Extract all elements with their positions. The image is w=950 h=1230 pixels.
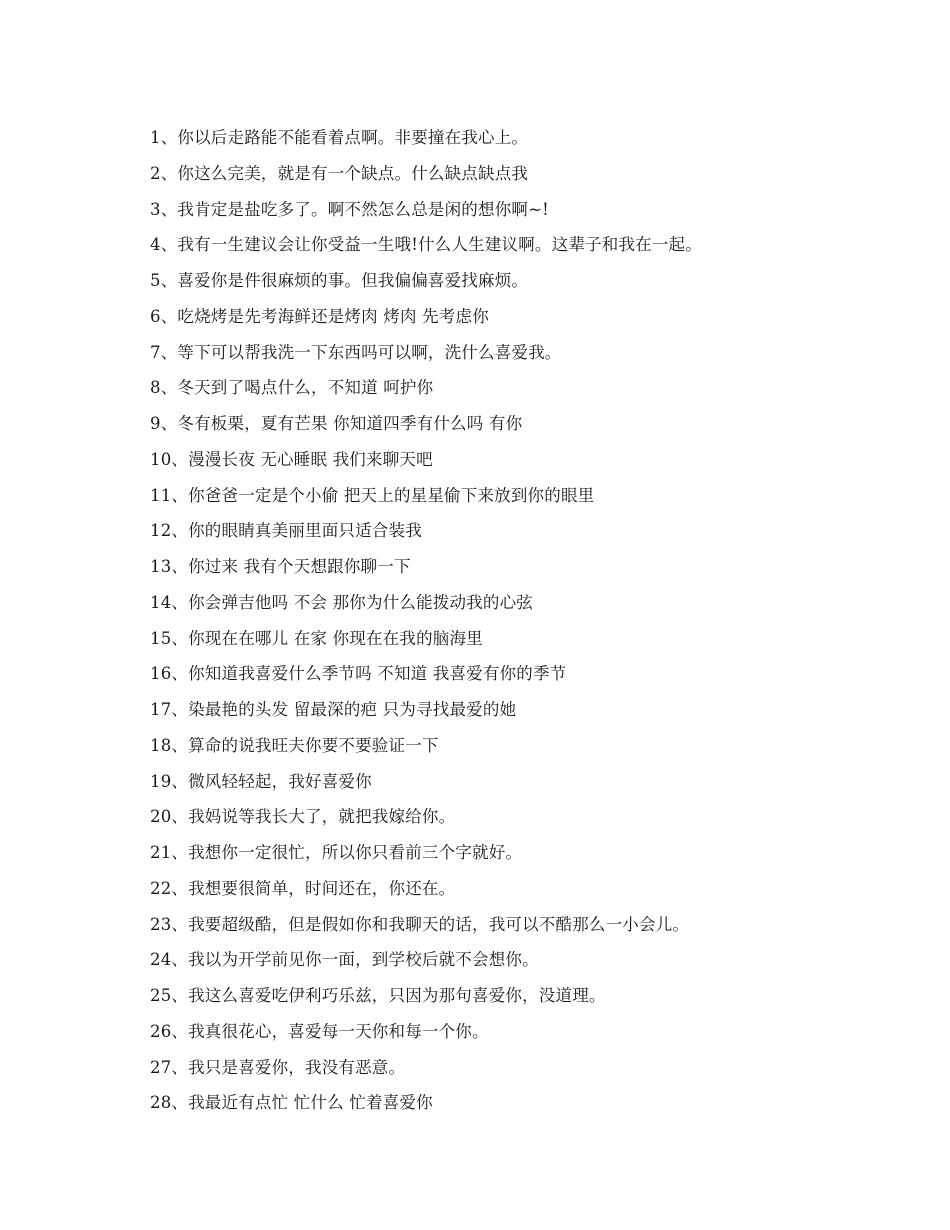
text-line: 20、我妈说等我长大了，就把我嫁给你。 [150,807,456,827]
text-line: 27、我只是喜爱你，我没有恶意。 [150,1057,406,1077]
text-line: 25、我这么喜爱吃伊利巧乐兹，只因为那句喜爱你，没道理。 [150,986,606,1005]
text-line: 9、冬有板栗，夏有芒果 你知道四季有什么吗 有你 [150,414,523,433]
text-line: 12、你的眼睛真美丽里面只适合装我 [150,521,422,541]
text-line: 6、吃烧烤是先考海鲜还是烤肉 烤肉 先考虑你 [150,306,489,326]
text-line: 23、我要超级酷，但是假如你和我聊天的话，我可以不酷那么一小会儿。 [150,914,690,934]
text-line: 15、你现在在哪儿 在家 你现在在我的脑海里 [150,628,483,648]
text-line: 2、你这么完美，就是有一个缺点。什么缺点缺点我 [150,163,529,183]
text-line: 5、喜爱你是件很麻烦的事。但我偏偏喜爱找麻烦。 [150,271,529,290]
text-line: 10、漫漫长夜 无心睡眠 我们来聊天吧 [150,449,433,469]
text-line: 18、算命的说我旺夫你要不要验证一下 [150,735,439,755]
text-line: 28、我最近有点忙 忙什么 忙着喜爱你 [150,1093,433,1113]
text-line: 26、我真很花心，喜爱每一天你和每一个你。 [150,1021,489,1041]
text-line: 1、你以后走路能不能看着点啊。非要撞在我心上。 [150,128,529,147]
text-line: 3、我肯定是盐吃多了。啊不然怎么总是闲的想你啊~! [150,199,549,219]
text-line: 24、我以为开学前见你一面，到学校后就不会想你。 [150,950,539,970]
text-line: 16、你知道我喜爱什么季节吗 不知道 我喜爱有你的季节 [150,664,567,684]
text-line: 4、我有一生建议会让你受益一生哦!什么人生建议啊。这辈子和我在一起。 [150,235,702,255]
text-lines [150,123,910,1124]
text-line: 13、你过来 我有个天想跟你聊一下 [150,557,411,576]
text-line: 7、等下可以帮我洗一下东西吗可以啊，洗什么喜爱我。 [150,342,562,362]
text-line: 11、你爸爸一定是个小偷 把天上的星星偷下来放到你的眼里 [150,485,595,505]
text-line: 14、你会弹吉他吗 不会 那你为什么能拨动我的心弦 [150,592,533,612]
text-line: 8、冬天到了喝点什么，不知道 呵护你 [150,378,434,398]
text-line: 17、染最艳的头发 留最深的疤 只为寻找最爱的她 [150,700,517,719]
text-line: 22、我想要很简单，时间还在，你还在。 [150,878,456,898]
text-line: 21、我想你一定很忙，所以你只看前三个字就好。 [150,843,523,862]
text-line: 19、微风轻轻起，我好喜爱你 [150,771,372,791]
